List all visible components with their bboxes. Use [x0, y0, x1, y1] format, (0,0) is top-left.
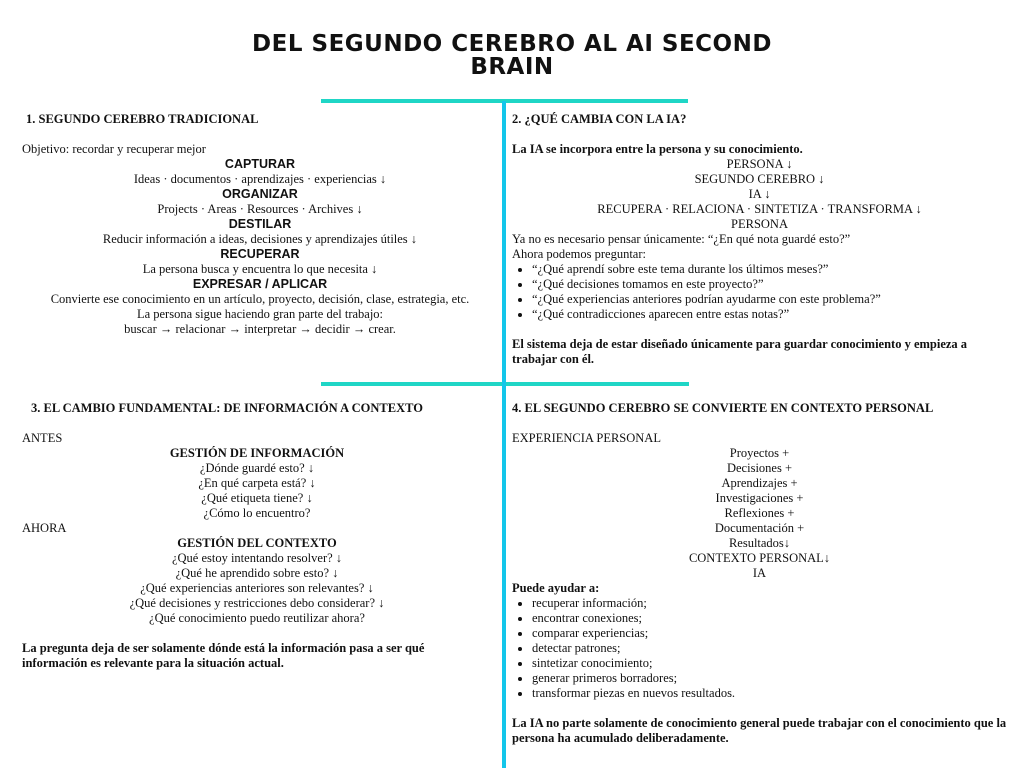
- flow-step: PERSONA ↓: [726, 157, 793, 171]
- flow-step: SEGUNDO CEREBRO ↓: [694, 172, 825, 186]
- section-2-heading: 2. ¿QUÉ CAMBIA CON LA IA?: [512, 112, 687, 126]
- after-item: ¿Qué he aprendido sobre esto? ↓: [175, 566, 339, 580]
- list-item: • sintetizar conocimiento;: [532, 656, 1007, 671]
- closing-text: La IA no parte solamente de conocimiento general puede trabajar con el conocimiento que la persona ha acumulado deliberadamente.: [512, 716, 1007, 745]
- after-label: AHORA: [22, 521, 67, 535]
- list-item: • recuperar información;: [532, 596, 1007, 611]
- list-item: • detectar patrones;: [532, 641, 1007, 656]
- title-line-1: DEL SEGUNDO CEREBRO AL AI SECOND: [252, 31, 772, 57]
- list-item: • transformar piezas en nuevos resultados.: [532, 686, 1007, 701]
- page-title: [212, 33, 812, 79]
- stage-name: CAPTURAR: [224, 157, 296, 171]
- stage-name: DESTILAR: [228, 217, 292, 231]
- before-label: ANTES: [22, 431, 63, 445]
- help-list: [512, 596, 1007, 701]
- before-item: ¿Cómo lo encuentro?: [203, 506, 311, 520]
- section-4-heading: 4. EL SEGUNDO CEREBRO SE CONVIERTE EN CONTEXTO PERSONAL: [512, 401, 934, 415]
- stack-item: Aprendizajes +: [721, 476, 798, 490]
- stage-text: Ideas · documentos · aprendizajes · experiencias ↓: [133, 172, 387, 186]
- section-information-to-context: [22, 401, 492, 671]
- list-item: • “¿Qué aprendí sobre este tema durante los últimos meses?”: [532, 262, 1007, 277]
- stage-name: ORGANIZAR: [222, 187, 298, 201]
- after-item: ¿Qué experiencias anteriores son relevantes? ↓: [140, 581, 374, 595]
- before-item: ¿Qué etiqueta tiene? ↓: [201, 491, 313, 505]
- flow-step: PERSONA: [731, 217, 788, 231]
- closing-line: La persona sigue haciendo gran parte del trabajo:: [136, 307, 384, 321]
- stage-text: Convierte ese conocimiento en un artículo, proyecto, decisión, clase, estrategia, etc.: [50, 292, 470, 306]
- before-title: GESTIÓN DE INFORMACIÓN: [169, 446, 345, 460]
- body-text: Ya no es necesario pensar únicamente: “¿En qué nota guardé esto?”: [512, 232, 851, 246]
- personal-experience-label: EXPERIENCIA PERSONAL: [512, 431, 661, 445]
- list-item: • “¿Qué contradicciones aparecen entre estas notas?”: [532, 307, 1007, 322]
- stack-item: Proyectos +: [729, 446, 790, 460]
- help-label: Puede ayudar a:: [512, 581, 600, 595]
- stage-text: Reducir información a ideas, decisiones y aprendizajes útiles ↓: [102, 232, 418, 246]
- section-what-changes-with-ai: [512, 112, 1007, 367]
- list-item: • “¿Qué decisiones tomamos en este proyecto?”: [532, 277, 1007, 292]
- list-item: • generar primeros borradores;: [532, 671, 1007, 686]
- flow-step: RECUPERA · RELACIONA · SINTETIZA · TRANSFORMA ↓: [597, 202, 922, 216]
- flow-step: IA ↓: [748, 187, 771, 201]
- title-line-2: BRAIN: [470, 54, 554, 80]
- after-title: GESTIÓN DEL CONTEXTO: [177, 536, 337, 550]
- after-item: ¿Qué decisiones y restricciones debo considerar? ↓: [129, 596, 385, 610]
- closing-text: El sistema deja de estar diseñado únicamente para guardar conocimiento y empieza a trabajar con él.: [512, 337, 968, 366]
- section-1-heading: 1. SEGUNDO CEREBRO TRADICIONAL: [26, 112, 259, 126]
- intro-text: La IA se incorpora entre la persona y su conocimiento.: [512, 142, 803, 156]
- question-list: [512, 262, 1007, 322]
- body-text: Ahora podemos preguntar:: [512, 247, 646, 261]
- stage-name: EXPRESAR / APLICAR: [192, 277, 328, 291]
- objective-text: Objetivo: recordar y recuperar mejor: [22, 142, 206, 156]
- closing-text: La pregunta deja de ser solamente dónde está la información pasa a ser qué información es relevante para la situación actual.: [22, 641, 425, 670]
- stage-text: La persona busca y encuentra lo que necesita ↓: [142, 262, 378, 276]
- stage-name: RECUPERAR: [220, 247, 300, 261]
- closing-line: buscar → relacionar → interpretar → decidir → crear.: [124, 322, 396, 336]
- stage-text: Projects · Areas · Resources · Archives ↓: [157, 202, 363, 216]
- section-3-heading: 3. EL CAMBIO FUNDAMENTAL: DE INFORMACIÓN A CONTEXTO: [31, 401, 423, 415]
- section-traditional-second-brain: [22, 112, 498, 337]
- stack-item: Resultados↓: [728, 536, 791, 550]
- list-item: • “¿Qué experiencias anteriores podrían ayudarme con este problema?”: [532, 292, 1007, 307]
- list-item: • comparar experiencias;: [532, 626, 1007, 641]
- section-personal-context: [512, 401, 1007, 746]
- stack-item: Decisiones +: [726, 461, 793, 475]
- stack-item: CONTEXTO PERSONAL↓: [688, 551, 831, 565]
- stack-item: Investigaciones +: [715, 491, 804, 505]
- before-item: ¿En qué carpeta está? ↓: [198, 476, 316, 490]
- stack-item: Documentación +: [714, 521, 805, 535]
- stack-item: Reflexiones +: [724, 506, 795, 520]
- after-item: ¿Qué estoy intentando resolver? ↓: [171, 551, 343, 565]
- after-item: ¿Qué conocimiento puedo reutilizar ahora?: [149, 611, 365, 625]
- vertical-divider: [502, 101, 506, 768]
- list-item: • encontrar conexiones;: [532, 611, 1007, 626]
- before-item: ¿Dónde guardé esto? ↓: [199, 461, 315, 475]
- stack-item: IA: [752, 566, 767, 580]
